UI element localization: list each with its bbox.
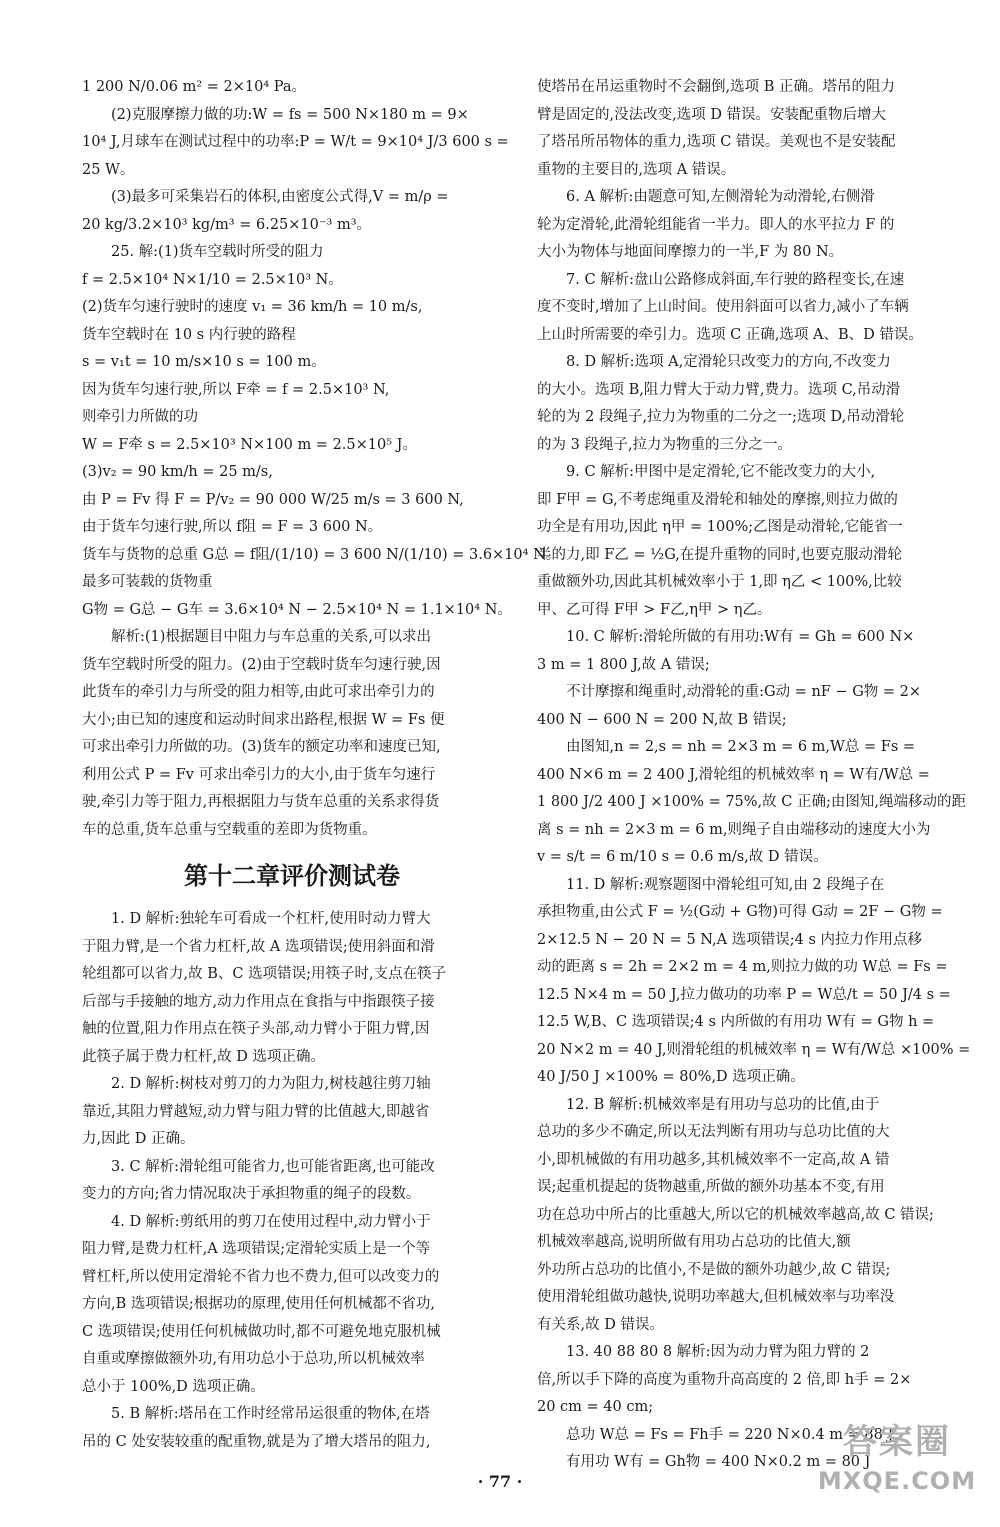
text-line: 后部与手接触的地方,动力作用点在食指与中指跟筷子接 bbox=[82, 993, 435, 1010]
text-line: 1. D 解析:独轮车可看成一个杠杆,使用时动力臂大 bbox=[111, 911, 431, 927]
text-line: 离 s = nh = 2×3 m = 6 m,则绳子自由端移动的速度大小为 bbox=[537, 821, 931, 838]
left-column bbox=[82, 74, 561, 1456]
text-line: 4. D 解析:剪纸用的剪刀在使用过程中,动力臂小于 bbox=[111, 1213, 431, 1230]
text-line: 倍,所以手下降的高度为重物升高高度的 2 倍,即 h手 = 2× bbox=[537, 1371, 912, 1388]
text-line: 13. 40 88 80 8 解析:因为动力臂为阻力臂的 2 bbox=[566, 1344, 870, 1360]
text-line: 5. B 解析:塔吊在工作时经常吊运很重的物体,在塔 bbox=[111, 1406, 430, 1422]
text-line: 轮为定滑轮,此滑轮组能省一半力。即人的水平拉力 F 的 bbox=[537, 216, 895, 233]
text-line: 误;起重机提起的货物越重,所做的额外功基本不变,有用 bbox=[537, 1179, 885, 1195]
text-line: 不计摩擦和绳重时,动滑轮的重:G动 = nF − G物 = 2× bbox=[566, 684, 922, 700]
text-line: 40 J/50 J ×100% = 80%,D 选项正确。 bbox=[537, 1069, 805, 1085]
page-number: · 77 · bbox=[477, 1472, 523, 1491]
text-line: C 选项错误;使用任何机械做功时,都不可避免地克服机械 bbox=[82, 1323, 441, 1340]
text-line: 于阻力臂,是一个省力杠杆,故 A 选项错误;使用斜面和滑 bbox=[82, 938, 435, 955]
text-line: 甲、乙可得 F甲 > F乙,η甲 > η乙。 bbox=[537, 601, 772, 618]
text-line: v = s/t = 6 m/10 s = 0.6 m/s,故 D 错误。 bbox=[537, 849, 828, 865]
text-line: 400 N×6 m = 2 400 J,滑轮组的机械效率 η = W有/W总 = bbox=[537, 766, 930, 783]
text-line: 使用滑轮组做功越快,说明功率越大,但机械效率与功率没 bbox=[537, 1289, 895, 1305]
text-line: 臂是固定的,没法改变,选项 D 错误。安装配重物后增大 bbox=[537, 106, 887, 123]
text-line: 车的总重,货车总重与空载重的差即为货物重。 bbox=[82, 821, 377, 838]
text-line: 1 800 J/2 400 J ×100% = 75%,故 C 正确;由图知,绳端移动的距 bbox=[537, 794, 966, 810]
right-column bbox=[537, 74, 970, 1477]
right-answers-block bbox=[537, 74, 970, 1477]
text-line: 方向,B 选项错误;根据功的原理,使用任何机械都不省功, bbox=[82, 1296, 435, 1312]
text-line: 使塔吊在吊运重物时不会翻倒,选项 B 正确。塔吊的阻力 bbox=[537, 79, 895, 95]
text-line: 总小于 100%,D 选项正确。 bbox=[82, 1378, 265, 1395]
text-line: 阻力臂,是费力杠杆,A 选项错误;定滑轮实质上是一个等 bbox=[82, 1241, 431, 1257]
text-line: f = 2.5×10⁴ N×1/10 = 2.5×10³ N。 bbox=[82, 271, 343, 288]
text-line: 臂杠杆,所以使用定滑轮不省力也不费力,但可以改变力的 bbox=[82, 1268, 440, 1285]
text-line: 功全是有用功,因此 η甲 = 100%;乙图是动滑轮,它能省一 bbox=[537, 519, 903, 535]
text-line: 驶,牵引力等于阻力,再根据阻力与货车总重的关系求得货 bbox=[82, 794, 440, 810]
text-line: 货车空载时所受的阻力。(2)由于空载时货车匀速行驶,因 bbox=[82, 656, 441, 673]
text-line: 2. D 解析:树枝对剪刀的力为阻力,树枝越往剪刀轴 bbox=[111, 1076, 431, 1092]
text-line: 动的距离 s = 2h = 2×2 m = 4 m,则拉力做的功 W总 = Fs = bbox=[537, 959, 948, 975]
text-line: 功在总功中所占的比重越大,所以它的机械效率越高,故 C 错误; bbox=[537, 1206, 934, 1223]
text-line: 的为 3 段绳子,拉力为物重的三分之一。 bbox=[537, 436, 793, 453]
text-line: 总功的多少不确定,所以无法判断有用功与总功比值的大 bbox=[537, 1124, 890, 1140]
text-line: 靠近,其阻力臂越短,动力臂与阻力臂的比值越大,即越省 bbox=[82, 1103, 430, 1120]
text-line: 11. D 解析:观察题图中滑轮组可知,由 2 段绳子在 bbox=[566, 876, 885, 893]
text-line: 了塔吊所吊物体的重力,选项 C 错误。美观也不是安装配 bbox=[537, 134, 896, 150]
text-line: 承担物重,由公式 F = ½(G动 + G物)可得 G动 = 2F − G物 = bbox=[537, 904, 943, 920]
text-line: (2)克服摩擦力做的功:W = fs = 500 N×180 m = 9× bbox=[111, 106, 469, 123]
text-line: 7. C 解析:盘山公路修成斜面,车行驶的路程变长,在速 bbox=[566, 271, 905, 288]
text-line: 12.5 W,B、C 选项错误;4 s 内所做的有用功 W有 = G物 h = bbox=[537, 1014, 935, 1030]
text-line: 大小为物体与地面间摩擦力的一半,F 为 80 N。 bbox=[537, 244, 844, 260]
text-line: 度不变时,增加了上山时间。使用斜面可以省力,减小了车辆 bbox=[537, 299, 909, 315]
text-line: W = F牵 s = 2.5×10³ N×100 m = 2.5×10⁵ J。 bbox=[82, 436, 417, 453]
text-line: 12.5 N×4 m = 50 J,拉力做功的功率 P = W总/t = 50 J/4 s = bbox=[537, 986, 951, 1003]
watermark-text: 答案圈 bbox=[843, 1422, 951, 1462]
text-line: 20 N×2 m = 40 J,则滑轮组的机械效率 η = W有/W总 ×100% = bbox=[537, 1041, 971, 1058]
text-line: 解析:(1)根据题目中阻力与车总重的关系,可以求出 bbox=[111, 629, 432, 645]
text-line: 半的力,即 F乙 = ½G,在提升重物的同时,也要克服动滑轮 bbox=[537, 546, 902, 563]
text-line: 轮组都可以省力,故 B、C 选项错误;用筷子时,支点在筷子 bbox=[82, 966, 447, 982]
text-line: 20 kg/3.2×10³ kg/m³ = 6.25×10⁻³ m³。 bbox=[82, 216, 372, 233]
text-line: 外功所占总功的比值小,不是做的额外功越少,故 C 错误; bbox=[537, 1261, 891, 1278]
text-line: 力,因此 D 正确。 bbox=[82, 1131, 195, 1147]
text-line: 由于货车匀速行驶,所以 f阻 = F = 3 600 N。 bbox=[82, 519, 383, 535]
text-line: 由图知,n = 2,s = nh = 2×3 m = 6 m,W总 = Fs = bbox=[566, 739, 916, 755]
text-line: 吊的 C 处安装较重的配重物,就是为了增大塔吊的阻力, bbox=[82, 1433, 431, 1450]
left-chapter-answers-block bbox=[82, 906, 502, 1456]
text-line: G物 = G总 − G车 = 3.6×10⁴ N − 2.5×10⁴ N = 1.1×10⁴ N。 bbox=[82, 601, 512, 618]
text-line: 的大小。选项 B,阻力臂大于动力臂,费力。选项 C,吊动滑 bbox=[537, 381, 901, 398]
left-answers-block bbox=[82, 74, 561, 844]
text-line: 小,即机械做的有用功越多,其机械效率不一定高,故 A 错 bbox=[537, 1151, 890, 1168]
text-line: 12. B 解析:机械效率是有用功与总功的比值,由于 bbox=[566, 1096, 880, 1113]
text-line: 最多可装载的货物重 bbox=[82, 574, 213, 590]
text-line: 重做额外功,因此其机械效率小于 1,即 η乙 < 100%,比较 bbox=[537, 574, 902, 590]
text-line: 因为货车匀速行驶,所以 F牵 = f = 2.5×10³ N, bbox=[82, 381, 390, 398]
text-line: 触的位置,阻力作用点在筷子头部,动力臂小于阻力臂,因 bbox=[82, 1021, 430, 1037]
text-line: 则牵引力所做的功 bbox=[82, 409, 198, 425]
text-line: 此筷子属于费力杠杆,故 D 选项正确。 bbox=[82, 1048, 325, 1065]
text-line: 10⁴ J,月球车在测试过程中的功率:P = W/t = 9×10⁴ J/3 600 s = bbox=[82, 134, 509, 150]
text-line: 重物的主要目的,选项 A 错误。 bbox=[537, 161, 736, 178]
text-line: 货车与货物的总重 G总 = f阻/(1/10) = 3 600 N/(1/10) = 3.6×10⁴ N。 bbox=[82, 546, 561, 563]
text-line: (3)v₂ = 90 km/h = 25 m/s, bbox=[82, 464, 273, 480]
text-line: 25. 解:(1)货车空载时所受的阻力 bbox=[111, 244, 324, 260]
text-line: 此货车的牵引力与所受的阻力相等,由此可求出牵引力的 bbox=[82, 684, 435, 700]
text-line: (2)货车匀速行驶时的速度 v₁ = 36 km/h = 10 m/s, bbox=[82, 299, 423, 315]
text-line: 有用功 W有 = Gh物 = 400 N×0.2 m = 80 J bbox=[566, 1454, 871, 1470]
text-line: 3 m = 1 800 J,故 A 错误; bbox=[537, 656, 710, 673]
text-line: 上山时所需要的牵引力。选项 C 正确,选项 A、B、D 错误。 bbox=[537, 326, 923, 343]
text-line: 9. C 解析:甲图中是定滑轮,它不能改变力的大小, bbox=[566, 464, 876, 480]
text-line: 有关系,故 D 错误。 bbox=[537, 1316, 664, 1333]
text-line: 大小;由已知的速度和运动时间求出路程,根据 W = Fs 便 bbox=[82, 711, 445, 728]
text-line: 机械效率越高,说明所做有用功占总功的比值大,额 bbox=[537, 1234, 851, 1250]
text-line: 8. D 解析:选项 A,定滑轮只改变力的方向,不改变力 bbox=[566, 354, 891, 370]
text-line: 即 F甲 = G,不考虑绳重及滑轮和轴处的摩擦,则拉力做的 bbox=[537, 491, 898, 508]
text-line: 10. C 解析:滑轮所做的有用功:W有 = Gh = 600 N× bbox=[566, 629, 915, 645]
watermark-url: MXQE.COM bbox=[817, 1467, 977, 1495]
watermark-logo bbox=[812, 1418, 982, 1510]
text-line: 6. A 解析:由题意可知,左侧滑轮为动滑轮,右侧滑 bbox=[566, 189, 875, 205]
text-line: 由 P = Fv 得 F = P/v₂ = 90 000 W/25 m/s = 3 600 N, bbox=[82, 491, 464, 508]
chapter-heading: 第十二章评价测试卷 bbox=[184, 862, 400, 890]
text-line: 货车空载时在 10 s 内行驶的路程 bbox=[82, 326, 296, 343]
text-line: 3. C 解析:滑轮组可能省力,也可能省距离,也可能改 bbox=[111, 1158, 435, 1175]
text-line: 变力的方向;省力情况取决于承担物重的绳子的段数。 bbox=[82, 1186, 421, 1202]
text-line: 轮的为 2 段绳子,拉力为物重的二分之一;选项 D,吊动滑轮 bbox=[537, 409, 905, 425]
text-line: 20 cm = 40 cm; bbox=[537, 1399, 654, 1415]
text-line: 25 W。 bbox=[82, 161, 135, 178]
text-line: s = v₁t = 10 m/s×10 s = 100 m。 bbox=[82, 354, 326, 370]
text-line: 总功 W总 = Fs = Fh手 = 220 N×0.4 m = 88 J bbox=[566, 1426, 894, 1443]
text-line: 2×12.5 N − 20 N = 5 N,A 选项错误;4 s 内拉力作用点移 bbox=[537, 931, 922, 948]
text-line: (3)最多可采集岩石的体积,由密度公式得,V = m/ρ = bbox=[111, 189, 449, 205]
text-line: 可求出牵引力所做的功。(3)货车的额定功率和速度已知, bbox=[82, 739, 441, 755]
text-line: 1 200 N/0.06 m² = 2×10⁴ Pa。 bbox=[82, 79, 307, 95]
text-line: 400 N − 600 N = 200 N,故 B 错误; bbox=[537, 711, 787, 728]
text-line: 自重或摩擦做额外功,有用功总小于总功,所以机械效率 bbox=[82, 1351, 425, 1367]
text-line: 利用公式 P = Fv 可求出牵引力的大小,由于货车匀速行 bbox=[82, 766, 436, 783]
